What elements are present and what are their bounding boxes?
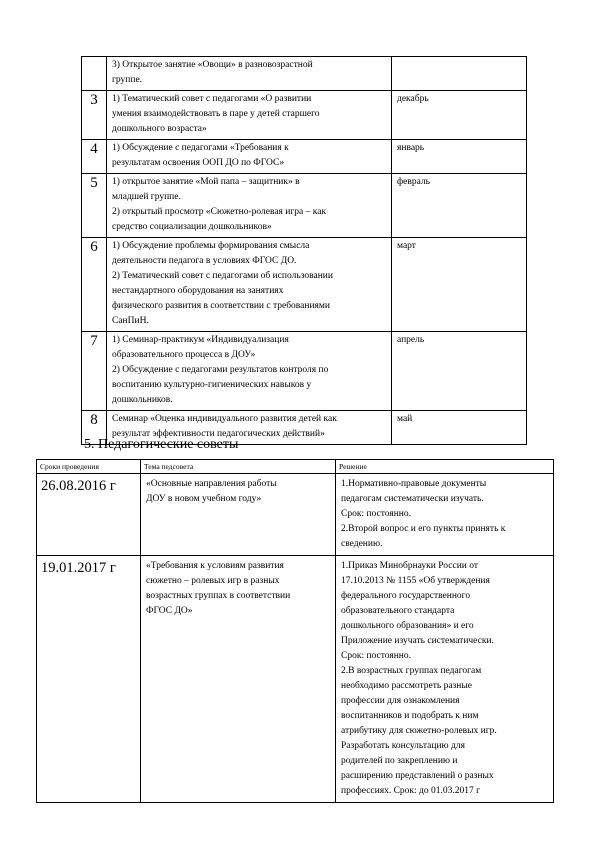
activity-line: 3) Открытое занятие «Овощи» в разновозрастной [112, 60, 313, 70]
activity-line: физического развития в соответствии с требованиями [112, 301, 330, 311]
row-activities [107, 57, 392, 91]
row-month: май [392, 411, 527, 445]
activity-line: умения взаимодействовать в паре у детей старшего [112, 109, 320, 119]
activity-line: СанПиН. [112, 316, 149, 326]
topic-line: «Требования к условиям развития [146, 561, 284, 571]
council-date: 19.01.2017 г [37, 556, 141, 803]
decision-line: 2.В возрастных группах педагогам [341, 666, 482, 676]
decision-line: атрибутику для сюжетно-ролевых игр. [341, 726, 497, 736]
activity-line: 2) Тематический совет с педагогами об использовании [112, 271, 333, 281]
activity-line: деятельности педагога в условиях ФГОС ДО. [112, 256, 297, 266]
row-activities [107, 174, 392, 238]
activity-line: воспитанию культурно-гигиенических навыков у [112, 380, 312, 390]
row-activities [107, 140, 392, 174]
decision-line: федерального государственного [341, 591, 471, 601]
activity-line: образовательного процесса в ДОУ» [112, 350, 256, 360]
decision-line: сведению. [341, 539, 383, 549]
header-dates: Сроки проведения [37, 460, 141, 474]
activity-line: дошкольного возраста» [112, 124, 207, 134]
decision-line: 2.Второй вопрос и его пункты принять к [341, 524, 506, 534]
decision-line: профессии для ознакомления [341, 696, 460, 706]
activity-line: 1) Обсуждение с педагогами «Требования к [112, 143, 289, 153]
topic-line: сюжетно – ролевых игр в разных [146, 576, 280, 586]
table-row [82, 174, 527, 238]
decision-line: 1.Приказ Минобрнауки России от [341, 561, 479, 571]
activity-line: Семинар «Оценка индивидуального развития детей как [112, 414, 337, 424]
activity-line: дошкольников. [112, 395, 173, 405]
council-decision [336, 556, 554, 803]
row-month: январь [392, 140, 527, 174]
table-row [82, 91, 527, 140]
row-number [82, 57, 107, 91]
decision-line: 17.10.2013 № 1155 «Об утверждения [341, 576, 490, 586]
activity-line: младшей группе. [112, 192, 181, 202]
decision-line: профессиях. Срок: до 01.03.2017 г [341, 786, 481, 796]
row-month: февраль [392, 174, 527, 238]
topic-line: «Основные направления работы [146, 479, 277, 489]
decision-line: педагогам систематически изучать. [341, 494, 484, 504]
decision-line: воспитанников и подобрать к ним [341, 711, 479, 721]
council-topic [141, 556, 336, 803]
decision-line: родителей по закреплению и [341, 756, 458, 766]
table-row [37, 474, 554, 556]
activity-line: 1) Обсуждение проблемы формирования смысла [112, 241, 310, 251]
decision-line: необходимо рассмотреть разные [341, 681, 472, 691]
row-number: 5 [82, 174, 107, 238]
decision-line: Разработать консультацию для [341, 741, 465, 751]
decision-line: Срок: постоянно. [341, 651, 412, 661]
topic-line: возрастных группах в соответствии [146, 591, 291, 601]
decision-line: дошкольного образования» и его [341, 621, 474, 631]
row-month: март [392, 238, 527, 332]
decision-line: Приложение изучать систематически. [341, 636, 494, 646]
section-heading: 5. Педагогические советы [84, 437, 239, 452]
row-month [392, 57, 527, 91]
row-activities [107, 91, 392, 140]
activity-line: 1) открытое занятие «Мой папа – защитник» в [112, 177, 300, 187]
decision-line: образовательного стандарта [341, 606, 455, 616]
row-month: декабрь [392, 91, 527, 140]
row-activities [107, 238, 392, 332]
activity-plan-table [81, 56, 527, 445]
row-number: 4 [82, 140, 107, 174]
pedagogical-councils-table [36, 459, 554, 803]
row-number: 6 [82, 238, 107, 332]
activity-line: 2) открытый просмотр «Сюжетно-ролевая игра – как [112, 207, 327, 217]
header-decision: Решение [336, 460, 554, 474]
row-month: апрель [392, 332, 527, 411]
activity-line: средство социализации дошкольников» [112, 222, 272, 232]
topic-line: ФГОС ДО» [146, 606, 193, 616]
activity-line: результат эффективности педагогических действий» [112, 429, 325, 439]
table-header-row [37, 460, 554, 474]
council-topic [141, 474, 336, 556]
activity-line: 1) Семинар-практикум «Индивидуализация [112, 335, 289, 345]
header-topic: Тема педсовета [141, 460, 336, 474]
council-decision [336, 474, 554, 556]
activity-line: результатам освоения ООП ДО по ФГОС» [112, 158, 285, 168]
topic-line: ДОУ в новом учебном году» [146, 494, 262, 504]
decision-line: 1.Нормативно-правовые документы [341, 479, 487, 489]
row-number: 8 [82, 411, 107, 445]
table-row [37, 556, 554, 803]
activity-line: 2) Обсуждение с педагогами результатов контроля по [112, 365, 329, 375]
activity-line: 1) Тематический совет с педагогами «О развитии [112, 94, 312, 104]
table-row [82, 332, 527, 411]
decision-line: расширению представлений о разных [341, 771, 494, 781]
activity-line: нестандартного оборудования на занятиях [112, 286, 284, 296]
table-row [82, 57, 527, 91]
row-number: 7 [82, 332, 107, 411]
activity-line: группе. [112, 75, 143, 85]
table-row [82, 140, 527, 174]
table-row [82, 238, 527, 332]
row-activities [107, 332, 392, 411]
row-number: 3 [82, 91, 107, 140]
council-date: 26.08.2016 г [37, 474, 141, 556]
decision-line: Срок: постоянно. [341, 509, 412, 519]
